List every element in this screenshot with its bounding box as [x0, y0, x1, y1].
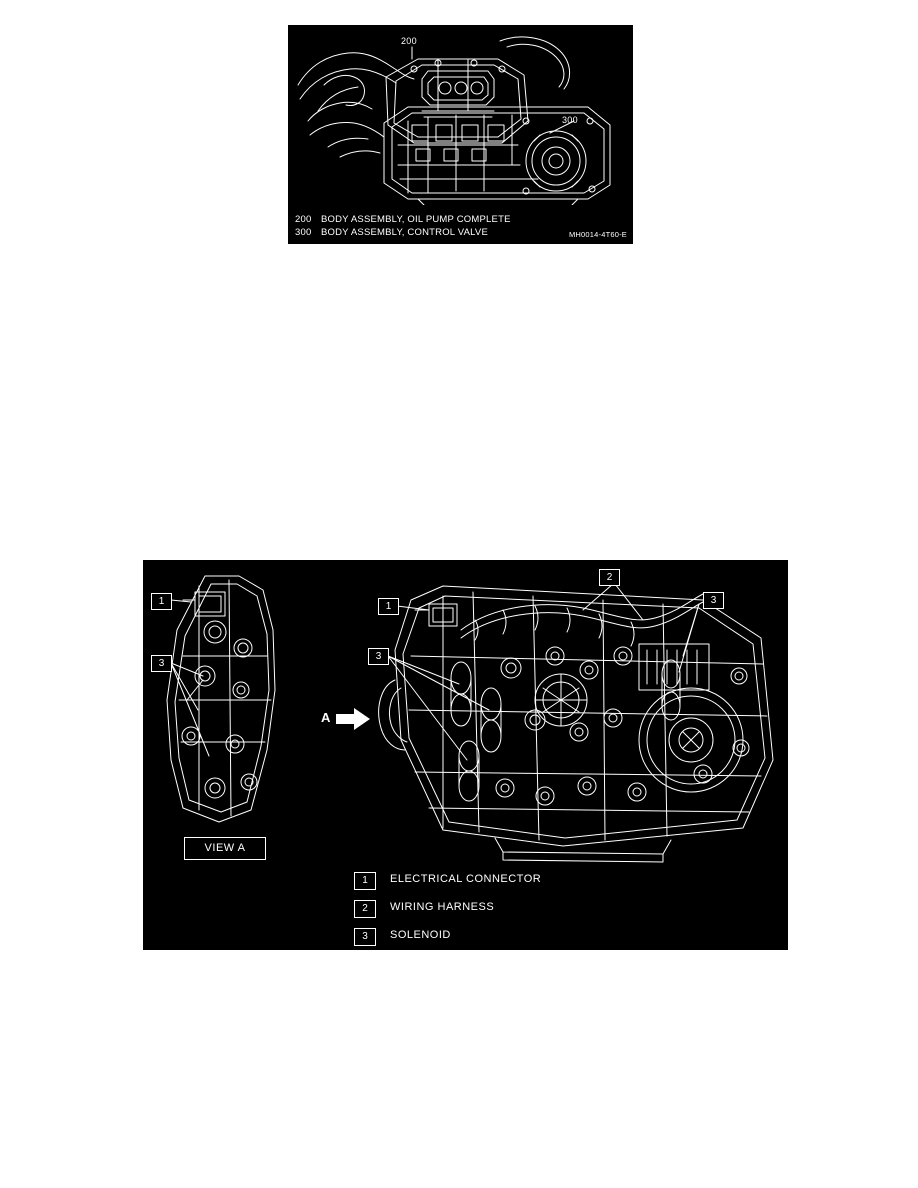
solenoid-wiring-harness-line-art — [143, 560, 788, 950]
legend-text-1: ELECTRICAL CONNECTOR — [390, 873, 542, 885]
figure-oil-pump-control-valve — [288, 25, 633, 244]
callout-300: 300 — [562, 115, 578, 125]
callout-box-1-main: 1 — [378, 598, 399, 615]
legend-number-1: 1 — [354, 872, 376, 890]
callout-box-1-view-a: 1 — [151, 593, 172, 610]
view-a-label: VIEW A — [184, 837, 266, 860]
legend-text-300: BODY ASSEMBLY, CONTROL VALVE — [321, 227, 488, 238]
legend-number-200: 200 — [295, 214, 312, 225]
callout-200: 200 — [401, 36, 417, 46]
legend-number-3: 3 — [354, 928, 376, 946]
legend-text-200: BODY ASSEMBLY, OIL PUMP COMPLETE — [321, 214, 511, 225]
legend-item-200 — [295, 213, 511, 226]
figure-one-part-number: MH0014-4T60-E — [568, 230, 627, 239]
callout-box-3-main-left: 3 — [368, 648, 389, 665]
callout-box-3-view-a: 3 — [151, 655, 172, 672]
view-arrow-letter: A — [321, 710, 331, 725]
legend-text-2: WIRING HARNESS — [390, 901, 495, 913]
callout-box-2-main: 2 — [599, 569, 620, 586]
legend-number-300: 300 — [295, 227, 312, 238]
view-direction-arrow-icon — [336, 708, 370, 730]
figure-one-legend — [295, 213, 511, 239]
figure-solenoid-wiring-harness — [143, 560, 788, 950]
legend-text-3: SOLENOID — [390, 929, 451, 941]
legend-item-300 — [295, 226, 511, 239]
legend-number-2: 2 — [354, 900, 376, 918]
callout-box-3-main-right: 3 — [703, 592, 724, 609]
oil-pump-control-valve-line-art — [288, 25, 633, 205]
